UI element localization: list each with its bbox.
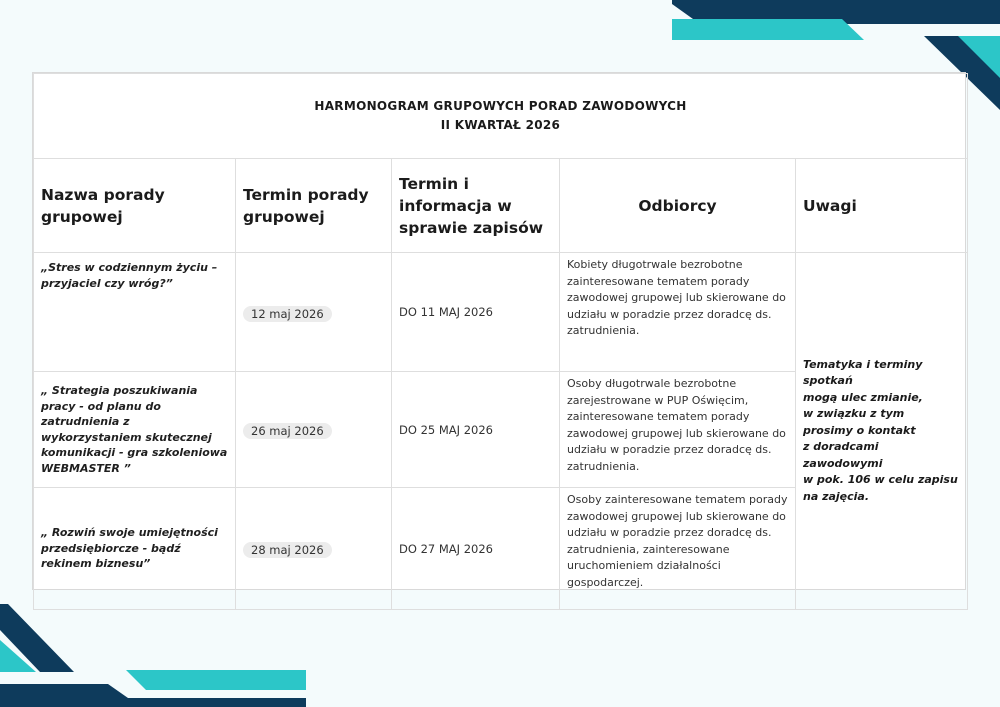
column-header-audience: Odbiorcy: [560, 159, 796, 253]
session-name: „ Strategia poszukiwania pracy - od planu do zatrudnienia z wykorzystaniem skutecznej komunikacji - gra szkoleniowa WEBMASTER ”: [34, 372, 236, 488]
table-row: [34, 253, 968, 372]
top-navy-band: [672, 0, 1000, 24]
top-teal-band: [672, 19, 864, 40]
column-header-name: Nazwa porady grupowej: [34, 159, 236, 253]
session-date-cell: [236, 488, 392, 610]
left-teal-stripe: [0, 640, 36, 672]
session-name: „Stres w codziennym życiu – przyjaciel czy wróg?”: [34, 253, 236, 372]
notes-line: prosimy o kontakt: [803, 423, 916, 437]
notes-cell: [796, 253, 968, 610]
session-date: 26 maj 2026: [243, 423, 332, 439]
schedule-sheet: [32, 72, 966, 590]
session-date-cell: [236, 253, 392, 372]
session-date: 28 maj 2026: [243, 542, 332, 558]
notes-line: z doradcami zawodowymi: [803, 440, 883, 470]
schedule-table: [33, 73, 968, 610]
notes-line: w związku z tym: [803, 407, 905, 421]
audience-description: Osoby zainteresowane tematem porady zawodowej grupowej lub skierowane do udziału w poradzie przez doradcę ds. zatrudnienia, zainteresowane uruchomieniem działalności gospodarczej.: [560, 488, 796, 610]
left-navy-stripe: [0, 604, 74, 672]
column-header-registration: Termin i informacja w sprawie zapisów: [392, 159, 560, 253]
session-date: 12 maj 2026: [243, 306, 332, 322]
registration-deadline: DO 11 MAJ 2026: [392, 253, 560, 372]
title-line-2: II KWARTAŁ 2026: [440, 118, 561, 132]
bottom-teal-band: [126, 670, 306, 690]
session-name: „ Rozwiń swoje umiejętności przedsiębiorcze - bądź rekinem biznesu”: [34, 488, 236, 610]
notes-line: mogą ulec zmianie,: [803, 390, 923, 404]
title-line-1: HARMONOGRAM GRUPOWYCH PORAD ZAWODOWYCH: [314, 99, 687, 113]
schedule-title: [34, 74, 968, 159]
column-header-date: Termin porady grupowej: [236, 159, 392, 253]
audience-description: Kobiety długotrwale bezrobotne zainteresowane tematem porady zawodowej grupowej lub skierowane do udziału w poradzie przez doradcę ds. zatrudnienia.: [560, 253, 796, 372]
session-date-cell: [236, 372, 392, 488]
audience-description: Osoby długotrwale bezrobotne zarejestrowane w PUP Oświęcim, zainteresowane tematem porady zawodowej grupowej lub skierowane do udziału w poradzie przez doradcę ds. zatrudnienia.: [560, 372, 796, 488]
registration-deadline: DO 25 MAJ 2026: [392, 372, 560, 488]
notes-line: na zajęcia.: [803, 489, 870, 503]
notes-line: w pok. 106 w celu zapisu: [803, 473, 958, 487]
bottom-navy-band: [0, 684, 306, 707]
column-header-notes: Uwagi: [796, 159, 968, 253]
notes-line: Tematyka i terminy spotkań: [803, 357, 923, 388]
registration-deadline: DO 27 MAJ 2026: [392, 488, 560, 610]
